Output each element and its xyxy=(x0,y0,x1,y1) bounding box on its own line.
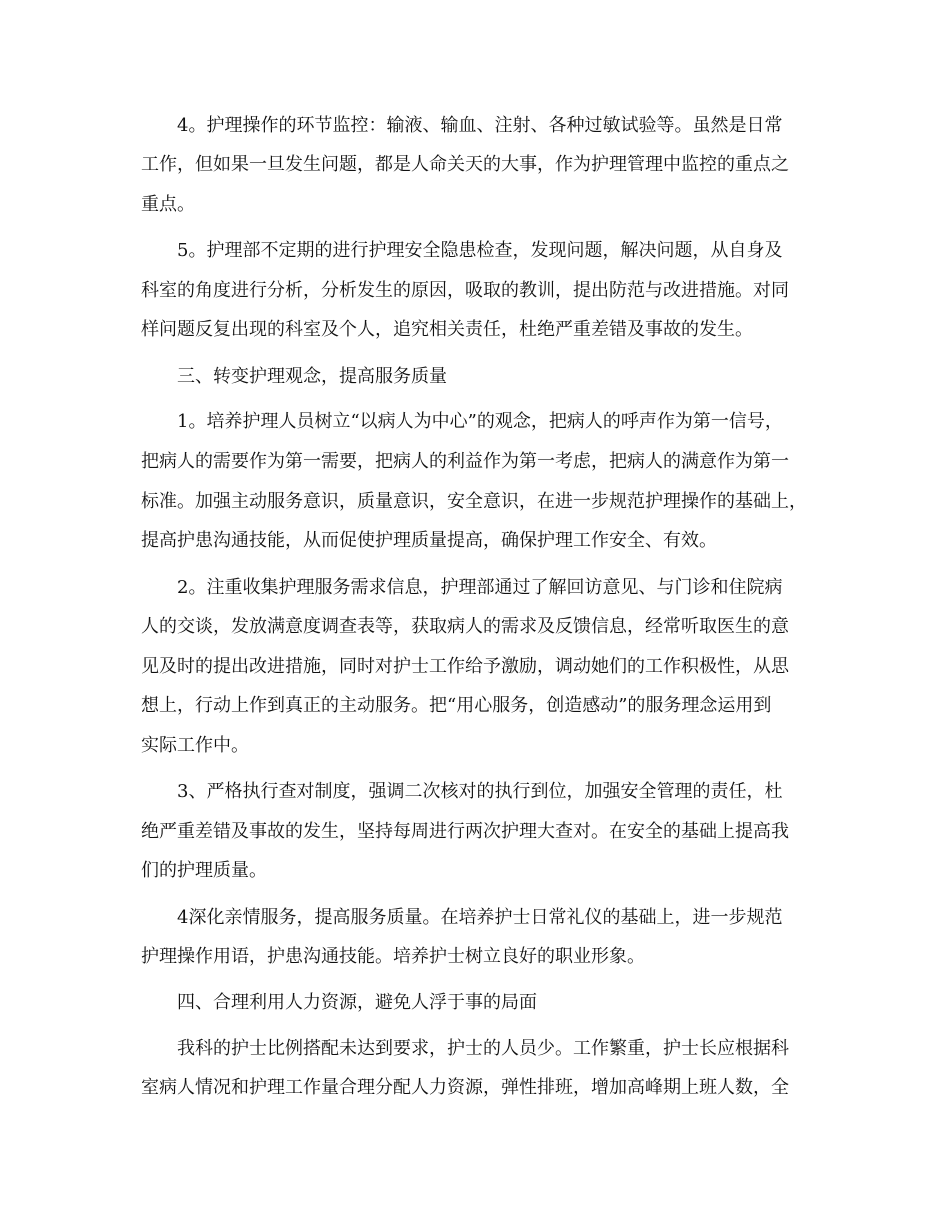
paragraph-staff-line-2: 室病人情况和护理工作量合理分配人力资源，弹性排班，增加高峰期上班人数，全 xyxy=(141,1077,789,1098)
paragraph-1-line-1: 1。培养护理人员树立“以病人为中心”的观念，把病人的呼声作为第一信号， xyxy=(177,411,783,432)
paragraph-1-line-2: 把病人的需要作为第一需要，把病人的利益作为第一考虑，把病人的满意作为第一 xyxy=(141,451,789,472)
paragraph-5-line-1: 5。护理部不定期的进行护理安全隐患检查，发现问题，解决问题，从自身及 xyxy=(177,240,783,261)
paragraph-1-line-3: 标准。加强主动服务意识，质量意识，安全意识，在进一步规范护理操作的基础上， xyxy=(141,491,807,512)
paragraph-3-line-3: 们的护理质量。 xyxy=(141,860,267,881)
section-heading-4: 四、合理利用人力资源，避免人浮于事的局面 xyxy=(177,992,537,1013)
paragraph-4-line-2: 工作，但如果一旦发生问题，都是人命关天的大事，作为护理管理中监控的重点之 xyxy=(141,154,789,175)
paragraph-staff-line-1: 我科的护士比例搭配未达到要求，护士的人员少。工作繁重，护士长应根据科 xyxy=(177,1038,789,1059)
section-heading-3: 三、转变护理观念，提高服务质量 xyxy=(177,366,447,387)
paragraph-4b-line-2: 护理操作用语，护患沟通技能。培养护士树立良好的职业形象。 xyxy=(141,946,645,967)
paragraph-5-line-2: 科室的角度进行分析，分析发生的原因，吸取的教训，提出防范与改进措施。对同 xyxy=(141,280,789,301)
paragraph-5-line-3: 样问题反复出现的科室及个人，追究相关责任，杜绝严重差错及事故的发生。 xyxy=(141,319,753,340)
paragraph-1-line-4: 提高护患沟通技能，从而促使护理质量提高，确保护理工作安全、有效。 xyxy=(141,530,717,551)
paragraph-2-line-4: 想上，行动上作到真正的主动服务。把“用心服务，创造感动”的服务理念运用到 xyxy=(141,695,772,716)
paragraph-4b-line-1: 4深化亲情服务，提高服务质量。在培养护士日常礼仪的基础上，进一步规范 xyxy=(177,907,783,928)
paragraph-4-line-1: 4。护理操作的环节监控：输液、输血、注射、各种过敏试验等。虽然是日常 xyxy=(177,115,783,136)
paragraph-2-line-5: 实际工作中。 xyxy=(141,735,249,756)
paragraph-2-line-3: 见及时的提出改进措施，同时对护士工作给予激励，调动她们的工作积极性，从思 xyxy=(141,656,789,677)
paragraph-4-line-3: 重点。 xyxy=(141,194,195,215)
paragraph-2-line-1: 2。注重收集护理服务需求信息，护理部通过了解回访意见、与门诊和住院病 xyxy=(177,577,783,598)
paragraph-2-line-2: 人的交谈，发放满意度调查表等，获取病人的需求及反馈信息，经常听取医生的意 xyxy=(141,616,789,637)
paragraph-3-line-2: 绝严重差错及事故的发生，坚持每周进行两次护理大查对。在安全的基础上提高我 xyxy=(141,821,789,842)
paragraph-3-line-1: 3、严格执行查对制度，强调二次核对的执行到位，加强安全管理的责任，杜 xyxy=(177,781,783,802)
